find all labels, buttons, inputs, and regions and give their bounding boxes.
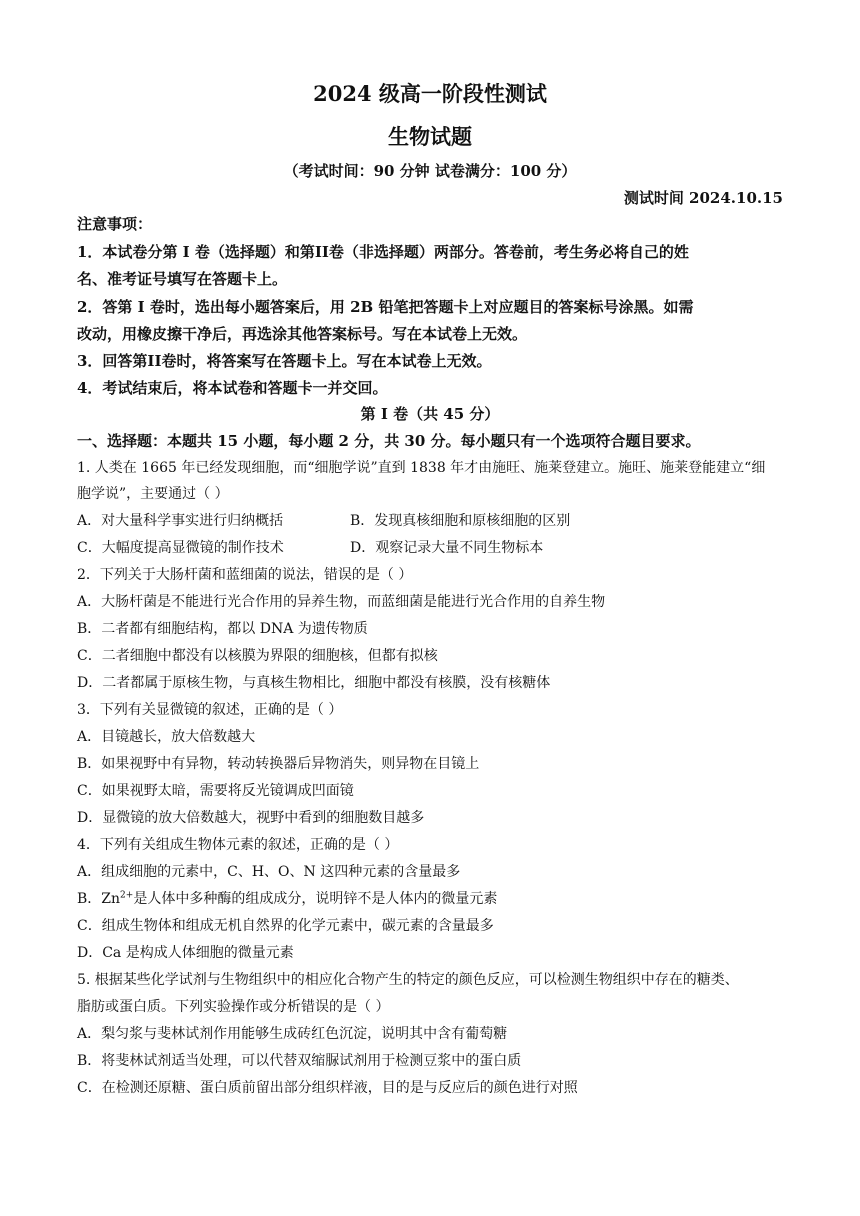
question-4-stem: 4．下列有关组成生物体元素的叙述，正确的是（ ） xyxy=(77,837,399,853)
notice-item-2-line-1: 2．答第 I 卷时，选出每小题答案后，用 2B 铅笔把答题卡上对应题目的答案标号涂黑。如需 xyxy=(77,298,694,316)
question-3-option-b: B．如果视野中有异物，转动转换器后异物消失，则异物在目镜上 xyxy=(77,756,480,772)
question-1-option-c: C．大幅度提高显微镜的制作技术 xyxy=(77,540,284,556)
question-2-option-c: C．二者细胞中都没有以核膜为界限的细胞核，但都有拟核 xyxy=(77,648,438,664)
question-4-option-c: C．组成生物体和组成无机自然界的化学元素中，碳元素的含量最多 xyxy=(77,918,494,934)
part1-heading: 第 I 卷（共 45 分） xyxy=(360,405,500,423)
notice-heading: 注意事项： xyxy=(77,215,153,233)
notice-item-4: 4．考试结束后，将本试卷和答题卡一并交回。 xyxy=(77,379,388,397)
question-2-option-a: A．大肠杆菌是不能进行光合作用的异养生物，而蓝细菌是能进行光合作用的自养生物 xyxy=(77,594,606,610)
question-1-stem-line-2: 胞学说”，主要通过（ ） xyxy=(77,486,229,502)
question-1-option-b: B．发现真核细胞和原核细胞的区别 xyxy=(350,513,571,529)
option-b-text: 是人体中多种酶的组成成分，说明锌不是人体内的微量元素 xyxy=(133,891,498,907)
option-b-prefix: B．Zn xyxy=(77,891,121,907)
question-4-option-a: A．组成细胞的元素中，C、H、O、N 这四种元素的含量最多 xyxy=(77,864,461,880)
question-3-stem: 3．下列有关显微镜的叙述，正确的是（ ） xyxy=(77,702,343,718)
notice-item-1-line-2: 名、准考证号填写在答题卡上。 xyxy=(77,270,288,288)
exam-info: （考试时间：90 分钟 试卷满分：100 分） xyxy=(283,162,577,180)
notice-item-1-line-1: 1．本试卷分第 I 卷（选择题）和第II卷（非选择题）两部分。答卷前，考生务必将自己的姓 xyxy=(77,243,689,261)
question-1-option-d: D．观察记录大量不同生物标本 xyxy=(350,540,544,556)
question-2-stem: 2．下列关于大肠杆菌和蓝细菌的说法，错误的是（ ） xyxy=(77,567,413,583)
question-5-option-b: B．将斐林试剂适当处理，可以代替双缩脲试剂用于检测豆浆中的蛋白质 xyxy=(77,1053,522,1069)
question-1-stem-line-1: 1. 人类在 1665 年已经发现细胞，而“细胞学说”直到 1838 年才由施旺、施莱登建立。施旺、施莱登能建立“细 xyxy=(77,460,766,476)
question-3-option-d: D．显微镜的放大倍数越大，视野中看到的细胞数目越多 xyxy=(77,810,425,826)
exam-title: 2024 级高一阶段性测试 xyxy=(313,81,547,106)
question-3-option-c: C．如果视野太暗，需要将反光镜调成凹面镜 xyxy=(77,783,354,799)
question-5-option-a: A．梨匀浆与斐林试剂作用能够生成砖红色沉淀，说明其中含有葡萄糖 xyxy=(77,1026,508,1042)
question-3-option-a: A．目镜越长，放大倍数越大 xyxy=(77,729,256,745)
question-5-option-c: C．在检测还原糖、蛋白质前留出部分组织样液，目的是与反应后的颜色进行对照 xyxy=(77,1080,578,1096)
question-5-stem-line-2: 脂肪或蛋白质。下列实验操作或分析错误的是（ ） xyxy=(77,999,390,1015)
notice-item-2-line-2: 改动，用橡皮擦干净后，再选涂其他答案标号。写在本试卷上无效。 xyxy=(77,325,528,343)
ion-charge-superscript: 2+ xyxy=(120,890,134,901)
subject-title: 生物试题 xyxy=(388,124,472,149)
section-title: 一、选择题：本题共 15 小题，每小题 2 分，共 30 分。每小题只有一个选项符合题目要求。 xyxy=(77,432,701,450)
notice-item-3: 3．回答第II卷时，将答案写在答题卡上。写在本试卷上无效。 xyxy=(77,352,492,370)
question-4-option-d: D．Ca 是构成人体细胞的微量元素 xyxy=(77,945,294,961)
question-5-stem-line-1: 5. 根据某些化学试剂与生物组织中的相应化合物产生的特定的颜色反应，可以检测生物组织中存在的糖类、 xyxy=(77,972,739,988)
test-date: 测试时间 2024.10.15 xyxy=(623,189,783,207)
question-4-option-b xyxy=(77,889,787,909)
question-1-option-a: A．对大量科学事实进行归纳概括 xyxy=(77,513,284,529)
question-2-option-b: B．二者都有细胞结构，都以 DNA 为遗传物质 xyxy=(77,621,368,637)
question-2-option-d: D．二者都属于原核生物，与真核生物相比，细胞中都没有核膜，没有核糖体 xyxy=(77,675,551,691)
